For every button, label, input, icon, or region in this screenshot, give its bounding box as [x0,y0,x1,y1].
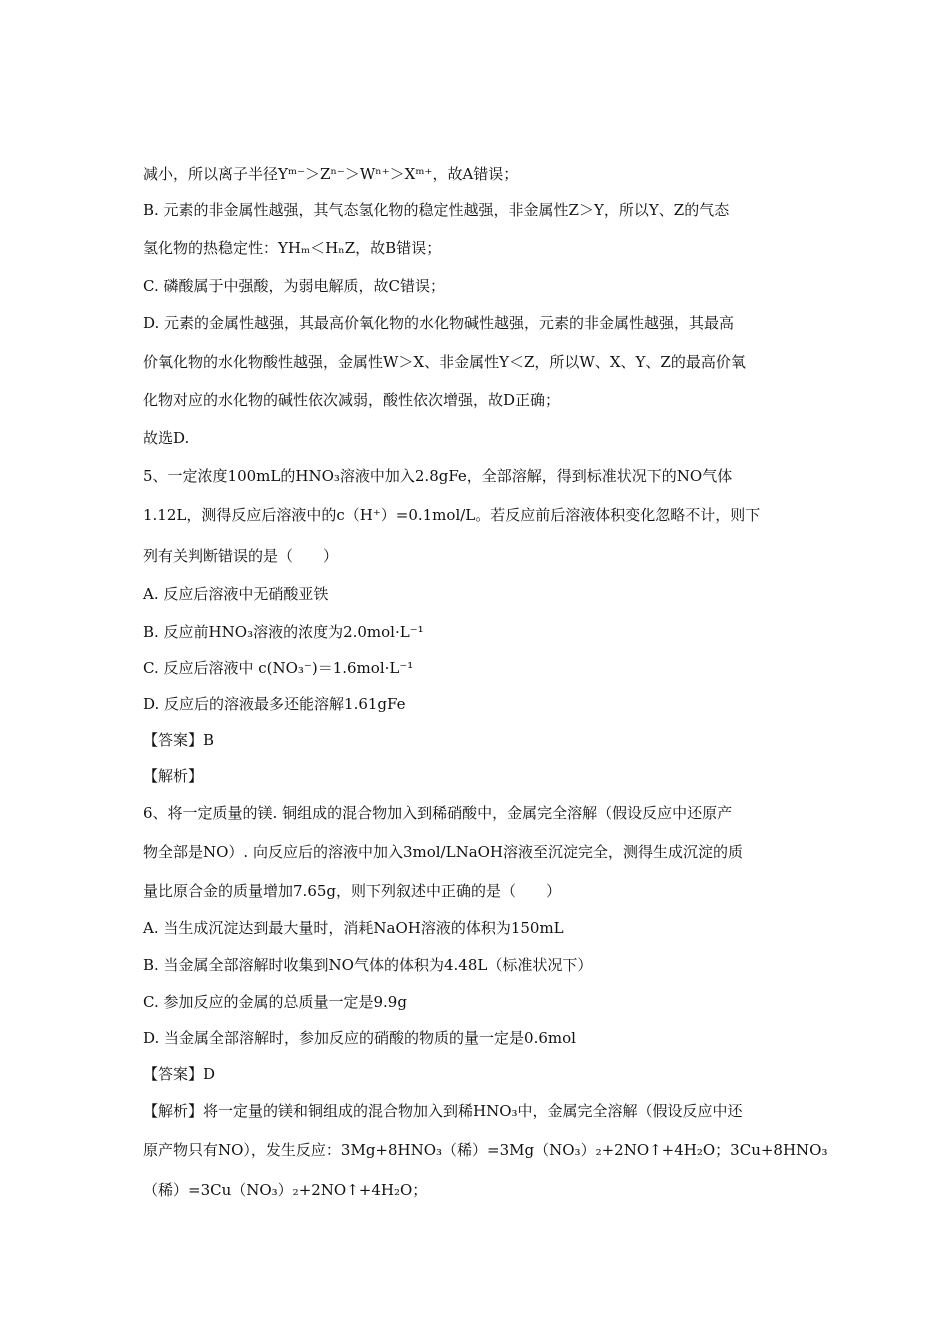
question-5-line: 列有关判断错误的是（ ） [143,547,339,565]
text-line: C. 磷酸属于中强酸，为弱电解质，故C错误； [143,277,445,295]
text-line: 故选D. [143,429,190,447]
question-6-line: 量比原合金的质量增加7.65g，则下列叙述中正确的是（ ） [143,882,562,900]
option-a: A. 反应后溶液中无硝酸亚铁 [143,585,329,603]
option-a: A. 当生成沉淀达到最大量时，消耗NaOH溶液的体积为150mL [143,919,564,937]
option-d: D. 反应后的溶液最多还能溶解1.61gFe [143,695,406,713]
text-line: D. 元素的金属性越强，其最高价氧化物的水化物碱性越强，元素的非金属性越强，其最高 [143,314,735,332]
question-6-line: 6、将一定质量的镁. 铜组成的混合物加入到稀硝酸中，金属完全溶解（假设反应中还原产 [143,804,733,822]
text-line: 价氧化物的水化物酸性越强，金属性W＞X、非金属性Y＜Z，所以W、X、Y、Z的最高价氧 [143,353,746,371]
text-line: B. 元素的非金属性越强，其气态氢化物的稳定性越强，非金属性Z＞Y，所以Y、Z的气态 [143,201,730,219]
option-b: B. 反应前HNO₃溶液的浓度为2.0mol·L⁻¹ [143,623,424,641]
option-c: C. 反应后溶液中 c(NO₃⁻)＝1.6mol·L⁻¹ [143,659,414,677]
option-d: D. 当金属全部溶解时，参加反应的硝酸的物质的量一定是0.6mol [143,1029,576,1047]
analysis-label: 【解析】 [143,767,204,785]
text-line: 氢化物的热稳定性：YHₘ＜HₙZ，故B错误； [143,239,442,257]
option-c: C. 参加反应的金属的总质量一定是9.9g [143,993,407,1011]
analysis-line: （稀）=3Cu（NO₃）₂+2NO↑+4H₂O； [143,1181,428,1199]
text-line: 减小，所以离子半径Yᵐ⁻＞Zⁿ⁻＞Wⁿ⁺＞Xᵐ⁺，故A错误； [143,165,519,183]
analysis-line: 原产物只有NO），发生反应：3Mg+8HNO₃（稀）=3Mg（NO₃）₂+2NO↑+4H₂O；3Cu+8HNO₃ [143,1141,828,1159]
option-b: B. 当金属全部溶解时收集到NO气体的体积为4.48L（标准状况下） [143,956,593,974]
text-line: 化物对应的水化物的碱性依次减弱，酸性依次增强，故D正确； [143,391,561,409]
answer-label: 【答案】B [143,731,215,749]
question-5-line: 5、一定浓度100mL的HNO₃溶液中加入2.8gFe，全部溶解，得到标准状况下的NO气体 [143,467,733,485]
question-6-line: 物全部是NO）. 向反应后的溶液中加入3mol/LNaOH溶液至沉淀完全，测得生成沉淀的质 [143,843,744,861]
question-5-line: 1.12L，测得反应后溶液中的c（H⁺）=0.1mol/L。若反应前后溶液体积变化忽略不计，则下 [143,506,761,524]
analysis-line: 【解析】将一定量的镁和铜组成的混合物加入到稀HNO₃中，金属完全溶解（假设反应中还 [143,1102,743,1120]
answer-label: 【答案】D [143,1065,216,1083]
